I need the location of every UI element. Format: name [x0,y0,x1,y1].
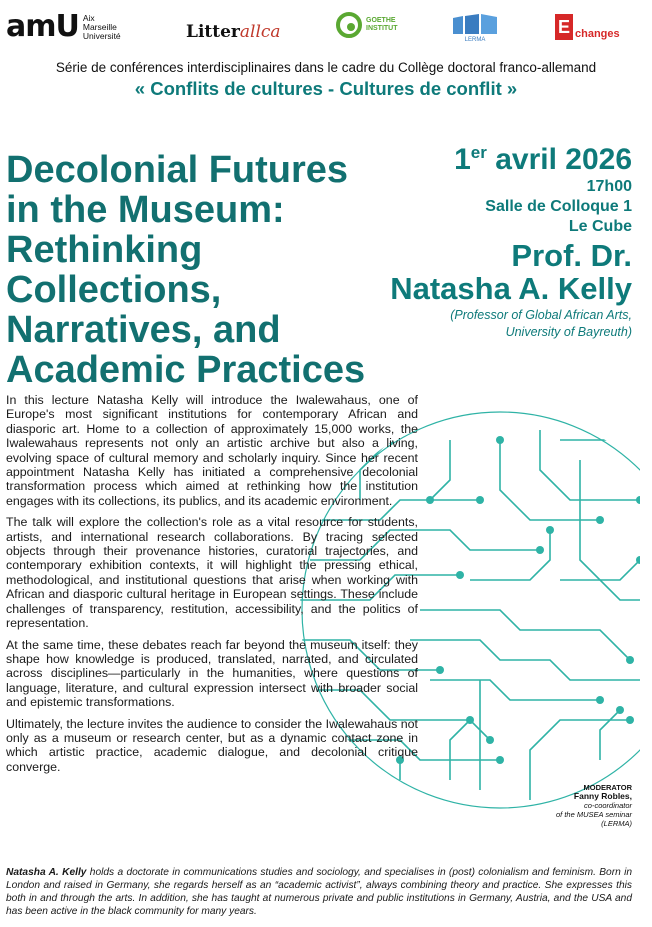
date-sup: er [470,143,487,162]
event-room: Salle de Colloque 1 [485,198,632,215]
amu-line: Université [82,30,121,41]
title-line: Narratives, and [6,309,281,351]
speaker-affiliation [390,307,632,341]
speaker-bio [6,866,632,918]
title-line: Rethinking [6,229,203,271]
lecture-abstract [6,393,418,781]
affiliation-line: University of Bayreuth) [505,325,632,339]
abstract-paragraph: In this lecture Natasha Kelly will introduce the Iwalewahaus, one of Europe's most significant institutions for contemporary African and diasporic art. Home to a collection of approximately 15,000 works, the Iwalewahaus represents not only an artistic archive but also a living, evolving space of cultural memory and scholarly inquiry. Since her recent appointment Natasha Kelly has initiated a comprehensive decolonial transformation process which aimed at rethinking how the institution engages with its collections, its publics, and its academic environment. [6,393,418,508]
speaker-name [390,239,632,305]
title-line: Academic Practices [6,349,366,391]
echanges-text: changes [575,28,620,40]
litteralca-b: allca [239,22,281,42]
moderator-role: of the MUSEA seminar [556,810,632,819]
date-day: 1 [454,143,471,176]
moderator-role: co-coordinator [584,801,632,810]
abstract-paragraph: Ultimately, the lecture invites the audience to consider the Iwalewahaus not only as a museum or research center, but as a dynamic contact zone in which artistic practice, academic dialogue, and decolonial critique converge. [6,716,418,774]
goethe-text [366,17,398,33]
affiliation-line: (Professor of Global African Arts, [450,308,632,322]
bio-text: holds a doctorate in communications studies and sociology, and specialises in (post) colonialism and feminism. Born in London and raised in Germany, she regards herself as an “academic activist”, always combining theory and practice. She expresses this both in and through the arts. In addition, she has taught at numerous private and public institutions in Germany, Austria, and the USA and has been active in the black community for many years. [6,867,632,917]
moderator-label: MODERATOR [583,783,632,792]
speaker-fullname: Natasha A. Kelly [390,271,632,306]
series-subtitle: Série de conférences interdisciplinaires dans le cadre du Collège doctoral franco-allemand [55,60,597,75]
moderator-role: (LERMA) [601,819,632,828]
title-line: in the Museum: [6,189,285,231]
logo-bar [0,0,652,56]
lecture-title [6,150,366,390]
date-rest: avril 2026 [486,143,632,176]
moderator-name: Fanny Robles, [573,791,632,801]
amu-line: Aix [82,12,95,23]
title-line: Collections, [6,269,222,311]
title-line: Decolonial Futures [6,149,349,191]
abstract-paragraph: At the same time, these debates reach far beyond the museum itself: they shape how knowledge is produced, translated, narrated, and circulated across disciplines—particularly in the humanities, where questions of language, literature, and cultural expression intersect with broader social and epistemic transformations. [6,637,418,710]
goethe-logo [336,12,398,38]
speaker-title: Prof. Dr. [511,238,632,273]
amu-logo [6,9,121,44]
event-time: 17h00 [586,178,632,195]
amu-text [83,14,121,41]
series-title: « Conflits de cultures - Cultures de conflit » [134,78,518,99]
echanges-box: E [555,14,573,40]
goethe-circle-icon [336,12,362,38]
bio-name: Natasha A. Kelly [6,867,87,878]
event-building: Le Cube [568,218,632,235]
amu-line: Marseille [82,21,117,32]
goethe-line: GOETHE [366,17,396,24]
event-date [390,136,632,177]
moderator-block [556,783,632,828]
litteralca-logo [186,22,281,42]
lerma-logo [449,14,501,42]
amu-mark: amU [6,9,79,44]
echanges-logo [555,14,620,40]
lerma-text: LERMA [464,37,486,42]
litteralca-a: Litter [186,22,240,42]
goethe-line: INSTITUT [366,25,398,32]
event-details [390,136,632,341]
abstract-paragraph: The talk will explore the collection's role as a vital resource for students, artists, and international research collaborations. By tracing selected objects through their provenance histories, curatorial trajectories, and contemporary exhibition contexts, it will highlight the pressing ethical, methodological, and institutional questions that arise when working with African and diasporic cultural heritage in European settings. These include challenges of transparency, restitution, accessibility, and the politics of representation. [6,515,418,631]
